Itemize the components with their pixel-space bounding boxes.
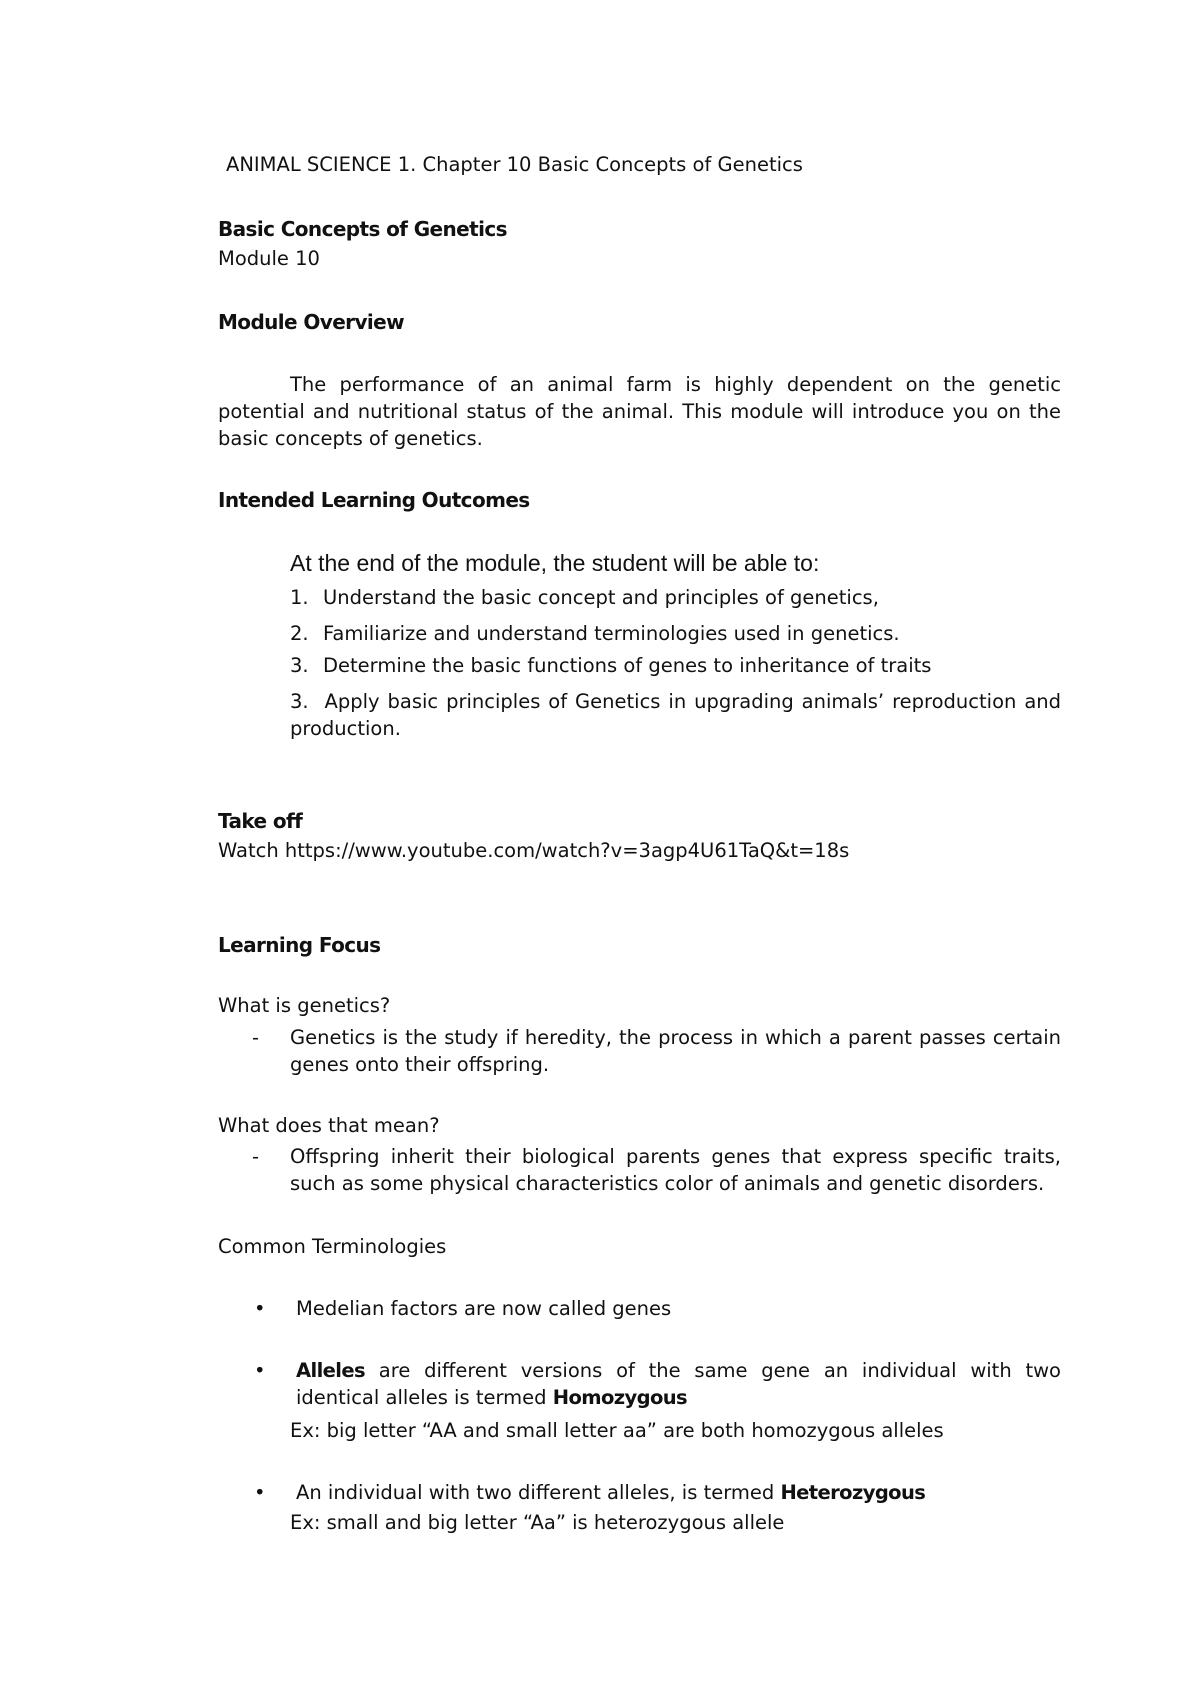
overview-paragraph: The performance of an animal farm is highly dependent on the genetic potential and nutritional status of the animal. This module will introduce you on the basic concepts of genetics. — [218, 373, 1061, 450]
dash-marker: - — [252, 1145, 260, 1168]
takeoff-watch-link[interactable]: Watch https://www.youtube.com/watch?v=3agp4U61TaQ&t=18s — [218, 839, 850, 862]
term-genes: Medelian factors are now called genes — [296, 1297, 672, 1320]
module-number: Module 10 — [218, 247, 320, 270]
list-number: 3. — [290, 690, 309, 713]
terms-heading: Common Terminologies — [218, 1235, 447, 1258]
doc-title: ANIMAL SCIENCE 1. Chapter 10 Basic Concepts of Genetics — [226, 153, 803, 176]
term-alleles-label: Alleles — [296, 1359, 366, 1382]
focus-heading: Learning Focus — [218, 933, 381, 957]
question-what-does-that-mean: What does that mean? — [218, 1114, 440, 1137]
term-heterozygous-text: An individual with two different alleles, is termed — [296, 1481, 781, 1504]
list-item: Determine the basic functions of genes to inheritance of traits — [323, 654, 932, 677]
term-alleles — [296, 1357, 1061, 1411]
outcomes-intro: At the end of the module, the student will be able to: — [290, 550, 820, 576]
list-number: 3. — [290, 654, 309, 677]
term-heterozygous-label: Heterozygous — [780, 1481, 926, 1504]
answer-what-does-that-mean: Offspring inherit their biological parents genes that express specific traits, such as some physical characteristics color of animals and genetic disorders. — [290, 1145, 1061, 1195]
dash-marker: - — [252, 1026, 260, 1049]
list-number: 1. — [290, 586, 309, 609]
term-alleles-text: are different versions of the same gene an individual with two identical alleles is termed — [296, 1359, 1061, 1409]
takeoff-heading: Take off — [218, 809, 303, 833]
answer-what-is-genetics: Genetics is the study if heredity, the process in which a parent passes certain genes onto their offspring. — [290, 1026, 1061, 1076]
bullet-marker: • — [254, 1481, 266, 1504]
list-item: Familiarize and understand terminologies used in genetics. — [323, 622, 900, 645]
term-heterozygous-example: Ex: small and big letter “Aa” is heterozygous allele — [290, 1511, 785, 1534]
bullet-marker: • — [254, 1297, 266, 1320]
bullet-marker: • — [254, 1359, 266, 1382]
list-item — [290, 688, 1061, 742]
term-heterozygous — [296, 1479, 925, 1506]
question-what-is-genetics: What is genetics? — [218, 994, 391, 1017]
list-item: Understand the basic concept and principles of genetics, — [323, 586, 879, 609]
term-homozygous-label: Homozygous — [552, 1386, 688, 1409]
outcomes-heading: Intended Learning Outcomes — [218, 488, 530, 512]
list-item-text: Apply basic principles of Genetics in upgrading animals’ reproduction and production. — [290, 690, 1062, 740]
list-number: 2. — [290, 622, 309, 645]
term-alleles-example: Ex: big letter “AA and small letter aa” are both homozygous alleles — [290, 1419, 944, 1442]
overview-heading: Module Overview — [218, 310, 404, 334]
module-heading: Basic Concepts of Genetics — [218, 217, 507, 241]
